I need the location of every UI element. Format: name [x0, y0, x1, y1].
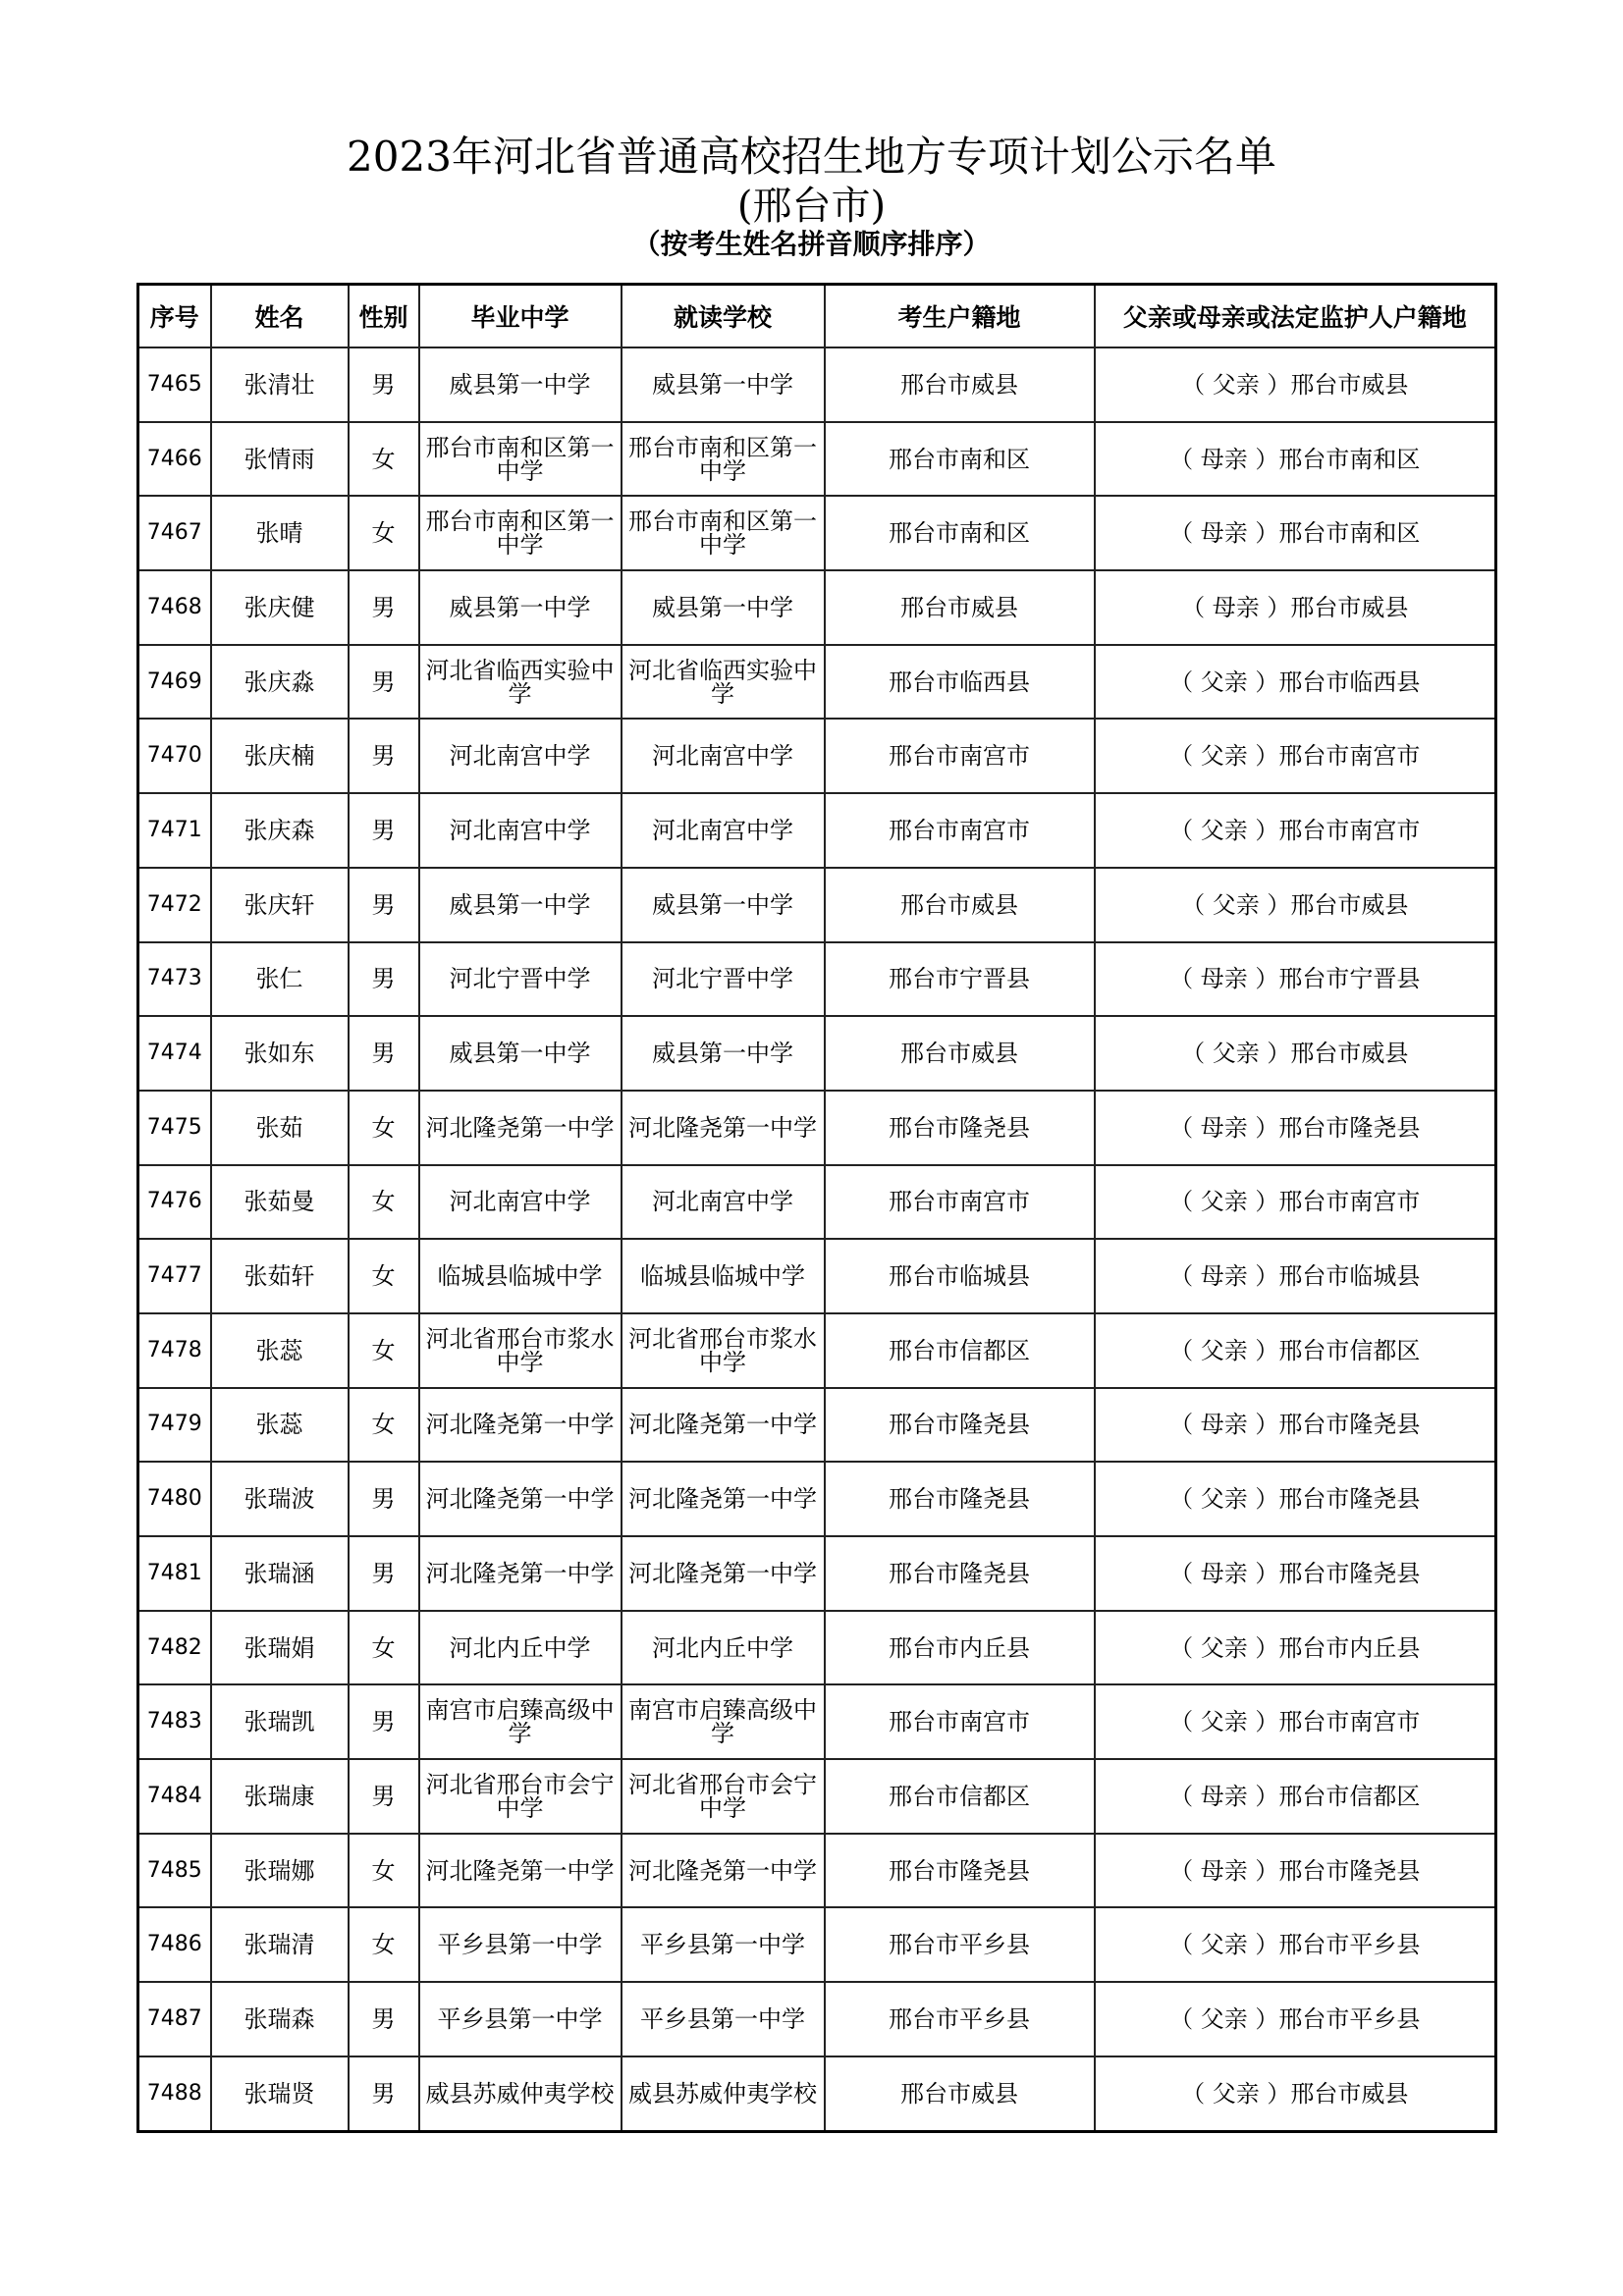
cell-household-registration: 邢台市威县: [825, 868, 1095, 942]
cell-gender: 男: [349, 2056, 419, 2131]
cell-guardian-registration: （ 父亲 ）邢台市威县: [1095, 1016, 1496, 1091]
cell-graduated-school: 南宫市启臻高级中学: [419, 1684, 622, 1759]
cell-graduated-school: 威县第一中学: [419, 868, 622, 942]
cell-seq: 7467: [138, 496, 211, 570]
cell-name: 张茹曼: [211, 1165, 349, 1240]
cell-household-registration: 邢台市隆尧县: [825, 1462, 1095, 1536]
page-title: 2023年河北省普通高校招生地方专项计划公示名单: [347, 133, 1276, 181]
cell-gender: 女: [349, 1165, 419, 1240]
cell-graduated-school: 河北南宫中学: [419, 793, 622, 868]
cell-household-registration: 邢台市威县: [825, 2056, 1095, 2131]
page-subtitle: (邢台市): [736, 184, 887, 229]
cell-guardian-registration: （ 母亲 ）邢台市隆尧县: [1095, 1536, 1496, 1611]
cell-guardian-registration: （ 父亲 ）邢台市临西县: [1095, 645, 1496, 720]
cell-seq: 7474: [138, 1016, 211, 1091]
cell-gender: 女: [349, 1239, 419, 1313]
cell-name: 张晴: [211, 496, 349, 570]
cell-guardian-registration: （ 父亲 ）邢台市内丘县: [1095, 1611, 1496, 1685]
cell-guardian-registration: （ 父亲 ）邢台市威县: [1095, 347, 1496, 422]
cell-guardian-registration: （ 父亲 ）邢台市平乡县: [1095, 1982, 1496, 2056]
cell-name: 张庆森: [211, 793, 349, 868]
cell-graduated-school: 河北隆尧第一中学: [419, 1462, 622, 1536]
col-header-current-school: 就读学校: [622, 285, 825, 348]
cell-gender: 女: [349, 1313, 419, 1388]
table-row: [138, 645, 1496, 720]
cell-household-registration: 邢台市平乡县: [825, 1982, 1095, 2056]
cell-current-school: 邢台市南和区第一中学: [622, 496, 825, 570]
cell-guardian-registration: （ 父亲 ）邢台市威县: [1095, 868, 1496, 942]
cell-gender: 男: [349, 1759, 419, 1834]
cell-gender: 男: [349, 570, 419, 645]
table-row: [138, 570, 1496, 645]
cell-guardian-registration: （ 母亲 ）邢台市南和区: [1095, 422, 1496, 497]
cell-name: 张庆健: [211, 570, 349, 645]
cell-guardian-registration: （ 父亲 ）邢台市信都区: [1095, 1313, 1496, 1388]
cell-guardian-registration: （ 母亲 ）邢台市隆尧县: [1095, 1388, 1496, 1463]
cell-name: 张情雨: [211, 422, 349, 497]
cell-seq: 7468: [138, 570, 211, 645]
cell-current-school: 河北隆尧第一中学: [622, 1834, 825, 1908]
cell-guardian-registration: （ 母亲 ）邢台市隆尧县: [1095, 1834, 1496, 1908]
cell-household-registration: 邢台市隆尧县: [825, 1536, 1095, 1611]
cell-guardian-registration: （ 母亲 ）邢台市南和区: [1095, 496, 1496, 570]
cell-name: 张瑞森: [211, 1982, 349, 2056]
cell-guardian-registration: （ 父亲 ）邢台市南宫市: [1095, 1165, 1496, 1240]
cell-current-school: 河北省邢台市会宁中学: [622, 1759, 825, 1834]
cell-seq: 7481: [138, 1536, 211, 1611]
cell-household-registration: 邢台市南宫市: [825, 719, 1095, 793]
cell-gender: 男: [349, 1684, 419, 1759]
cell-seq: 7470: [138, 719, 211, 793]
table-row: [138, 868, 1496, 942]
col-header-graduated-school: 毕业中学: [419, 285, 622, 348]
cell-seq: 7465: [138, 347, 211, 422]
cell-name: 张瑞康: [211, 1759, 349, 1834]
cell-name: 张瑞清: [211, 1907, 349, 1982]
cell-guardian-registration: （ 母亲 ）邢台市信都区: [1095, 1759, 1496, 1834]
cell-gender: 女: [349, 496, 419, 570]
cell-name: 张茹: [211, 1091, 349, 1165]
table-row: [138, 1165, 1496, 1240]
cell-current-school: 河北隆尧第一中学: [622, 1091, 825, 1165]
cell-household-registration: 邢台市隆尧县: [825, 1091, 1095, 1165]
cell-graduated-school: 临城县临城中学: [419, 1239, 622, 1313]
table-row: [138, 1611, 1496, 1685]
cell-household-registration: 邢台市内丘县: [825, 1611, 1095, 1685]
cell-household-registration: 邢台市临城县: [825, 1239, 1095, 1313]
cell-graduated-school: 威县第一中学: [419, 570, 622, 645]
cell-gender: 男: [349, 1016, 419, 1091]
cell-household-registration: 邢台市威县: [825, 347, 1095, 422]
sort-note: （按考生姓名拼音顺序排序）: [632, 228, 991, 260]
cell-seq: 7473: [138, 942, 211, 1017]
cell-current-school: 南宫市启臻高级中学: [622, 1684, 825, 1759]
cell-gender: 男: [349, 1536, 419, 1611]
cell-graduated-school: 平乡县第一中学: [419, 1982, 622, 2056]
cell-name: 张瑞凯: [211, 1684, 349, 1759]
cell-household-registration: 邢台市南和区: [825, 422, 1095, 497]
cell-seq: 7475: [138, 1091, 211, 1165]
cell-name: 张瑞贤: [211, 2056, 349, 2131]
cell-graduated-school: 河北省临西实验中学: [419, 645, 622, 720]
cell-current-school: 河北省邢台市浆水中学: [622, 1313, 825, 1388]
table-row: [138, 793, 1496, 868]
cell-seq: 7471: [138, 793, 211, 868]
cell-household-registration: 邢台市信都区: [825, 1759, 1095, 1834]
cell-current-school: 威县第一中学: [622, 868, 825, 942]
cell-name: 张如东: [211, 1016, 349, 1091]
cell-name: 张清壮: [211, 347, 349, 422]
cell-seq: 7480: [138, 1462, 211, 1536]
cell-graduated-school: 河北省邢台市会宁中学: [419, 1759, 622, 1834]
cell-household-registration: 邢台市南宫市: [825, 1684, 1095, 1759]
cell-name: 张瑞涵: [211, 1536, 349, 1611]
cell-seq: 7478: [138, 1313, 211, 1388]
cell-household-registration: 邢台市威县: [825, 570, 1095, 645]
col-header-seq: 序号: [138, 285, 211, 348]
cell-guardian-registration: （ 父亲 ）邢台市隆尧县: [1095, 1462, 1496, 1536]
cell-seq: 7488: [138, 2056, 211, 2131]
cell-gender: 男: [349, 793, 419, 868]
cell-gender: 男: [349, 347, 419, 422]
cell-seq: 7482: [138, 1611, 211, 1685]
table-row: [138, 347, 1496, 422]
col-header-name: 姓名: [211, 285, 349, 348]
table-row: [138, 1536, 1496, 1611]
cell-name: 张蕊: [211, 1388, 349, 1463]
table-row: [138, 1388, 1496, 1463]
cell-seq: 7469: [138, 645, 211, 720]
cell-name: 张茹轩: [211, 1239, 349, 1313]
cell-guardian-registration: （ 父亲 ）邢台市平乡县: [1095, 1907, 1496, 1982]
cell-name: 张庆轩: [211, 868, 349, 942]
table-row: [138, 1313, 1496, 1388]
table-row: [138, 1684, 1496, 1759]
table-row: [138, 1091, 1496, 1165]
cell-seq: 7466: [138, 422, 211, 497]
cell-gender: 女: [349, 1834, 419, 1908]
col-header-gender: 性别: [349, 285, 419, 348]
cell-graduated-school: 邢台市南和区第一中学: [419, 422, 622, 497]
cell-gender: 男: [349, 719, 419, 793]
cell-graduated-school: 邢台市南和区第一中学: [419, 496, 622, 570]
cell-current-school: 河北宁晋中学: [622, 942, 825, 1017]
cell-graduated-school: 河北隆尧第一中学: [419, 1091, 622, 1165]
cell-gender: 女: [349, 1091, 419, 1165]
cell-current-school: 威县第一中学: [622, 570, 825, 645]
cell-gender: 女: [349, 1388, 419, 1463]
cell-name: 张瑞娜: [211, 1834, 349, 1908]
cell-seq: 7477: [138, 1239, 211, 1313]
table-row: [138, 1834, 1496, 1908]
cell-seq: 7479: [138, 1388, 211, 1463]
cell-name: 张瑞波: [211, 1462, 349, 1536]
cell-graduated-school: 河北内丘中学: [419, 1611, 622, 1685]
cell-current-school: 邢台市南和区第一中学: [622, 422, 825, 497]
cell-name: 张庆淼: [211, 645, 349, 720]
col-header-guardian-registration: 父亲或母亲或法定监护人户籍地: [1095, 285, 1496, 348]
cell-guardian-registration: （ 父亲 ）邢台市威县: [1095, 2056, 1496, 2131]
table-row: [138, 1982, 1496, 2056]
cell-seq: 7472: [138, 868, 211, 942]
cell-graduated-school: 河北省邢台市浆水中学: [419, 1313, 622, 1388]
cell-current-school: 河北隆尧第一中学: [622, 1536, 825, 1611]
table-row: [138, 496, 1496, 570]
cell-current-school: 威县第一中学: [622, 347, 825, 422]
cell-seq: 7483: [138, 1684, 211, 1759]
cell-graduated-school: 威县苏威仲夷学校: [419, 2056, 622, 2131]
cell-guardian-registration: （ 父亲 ）邢台市南宫市: [1095, 793, 1496, 868]
cell-household-registration: 邢台市南宫市: [825, 793, 1095, 868]
cell-seq: 7484: [138, 1759, 211, 1834]
cell-seq: 7487: [138, 1982, 211, 2056]
cell-graduated-school: 平乡县第一中学: [419, 1907, 622, 1982]
table-row: [138, 2056, 1496, 2131]
cell-seq: 7485: [138, 1834, 211, 1908]
cell-graduated-school: 河北隆尧第一中学: [419, 1388, 622, 1463]
cell-household-registration: 邢台市临西县: [825, 645, 1095, 720]
cell-current-school: 河北南宫中学: [622, 793, 825, 868]
cell-household-registration: 邢台市威县: [825, 1016, 1095, 1091]
table-row: [138, 1239, 1496, 1313]
cell-guardian-registration: （ 父亲 ）邢台市南宫市: [1095, 719, 1496, 793]
cell-household-registration: 邢台市隆尧县: [825, 1388, 1095, 1463]
cell-gender: 女: [349, 1907, 419, 1982]
cell-guardian-registration: （ 母亲 ）邢台市威县: [1095, 570, 1496, 645]
cell-guardian-registration: （ 母亲 ）邢台市隆尧县: [1095, 1091, 1496, 1165]
table-header-row: [138, 285, 1496, 348]
cell-gender: 男: [349, 645, 419, 720]
cell-current-school: 河北南宫中学: [622, 719, 825, 793]
table-row: [138, 1016, 1496, 1091]
table-row: [138, 1759, 1496, 1834]
cell-gender: 男: [349, 868, 419, 942]
cell-current-school: 平乡县第一中学: [622, 1907, 825, 1982]
cell-guardian-registration: （ 父亲 ）邢台市南宫市: [1095, 1684, 1496, 1759]
cell-name: 张仁: [211, 942, 349, 1017]
cell-household-registration: 邢台市信都区: [825, 1313, 1095, 1388]
cell-name: 张庆楠: [211, 719, 349, 793]
cell-name: 张瑞娟: [211, 1611, 349, 1685]
cell-graduated-school: 威县第一中学: [419, 347, 622, 422]
table-row: [138, 1907, 1496, 1982]
cell-graduated-school: 河北隆尧第一中学: [419, 1536, 622, 1611]
table-row: [138, 1462, 1496, 1536]
cell-current-school: 临城县临城中学: [622, 1239, 825, 1313]
col-header-household-registration: 考生户籍地: [825, 285, 1095, 348]
cell-graduated-school: 威县第一中学: [419, 1016, 622, 1091]
cell-current-school: 河北省临西实验中学: [622, 645, 825, 720]
cell-household-registration: 邢台市隆尧县: [825, 1834, 1095, 1908]
cell-household-registration: 邢台市平乡县: [825, 1907, 1095, 1982]
table-row: [138, 942, 1496, 1017]
cell-current-school: 威县苏威仲夷学校: [622, 2056, 825, 2131]
cell-graduated-school: 河北南宫中学: [419, 719, 622, 793]
cell-household-registration: 邢台市宁晋县: [825, 942, 1095, 1017]
cell-graduated-school: 河北宁晋中学: [419, 942, 622, 1017]
cell-seq: 7476: [138, 1165, 211, 1240]
cell-gender: 女: [349, 1611, 419, 1685]
cell-current-school: 河北隆尧第一中学: [622, 1462, 825, 1536]
cell-gender: 男: [349, 1462, 419, 1536]
cell-graduated-school: 河北南宫中学: [419, 1165, 622, 1240]
cell-guardian-registration: （ 母亲 ）邢台市临城县: [1095, 1239, 1496, 1313]
cell-household-registration: 邢台市南宫市: [825, 1165, 1095, 1240]
cell-current-school: 平乡县第一中学: [622, 1982, 825, 2056]
cell-current-school: 威县第一中学: [622, 1016, 825, 1091]
cell-current-school: 河北内丘中学: [622, 1611, 825, 1685]
cell-gender: 女: [349, 422, 419, 497]
cell-current-school: 河北南宫中学: [622, 1165, 825, 1240]
admission-list-table: [136, 283, 1497, 2133]
cell-guardian-registration: （ 母亲 ）邢台市宁晋县: [1095, 942, 1496, 1017]
cell-current-school: 河北隆尧第一中学: [622, 1388, 825, 1463]
cell-seq: 7486: [138, 1907, 211, 1982]
table-row: [138, 422, 1496, 497]
table-row: [138, 719, 1496, 793]
cell-gender: 男: [349, 942, 419, 1017]
cell-gender: 男: [349, 1982, 419, 2056]
cell-name: 张蕊: [211, 1313, 349, 1388]
cell-household-registration: 邢台市南和区: [825, 496, 1095, 570]
cell-graduated-school: 河北隆尧第一中学: [419, 1834, 622, 1908]
